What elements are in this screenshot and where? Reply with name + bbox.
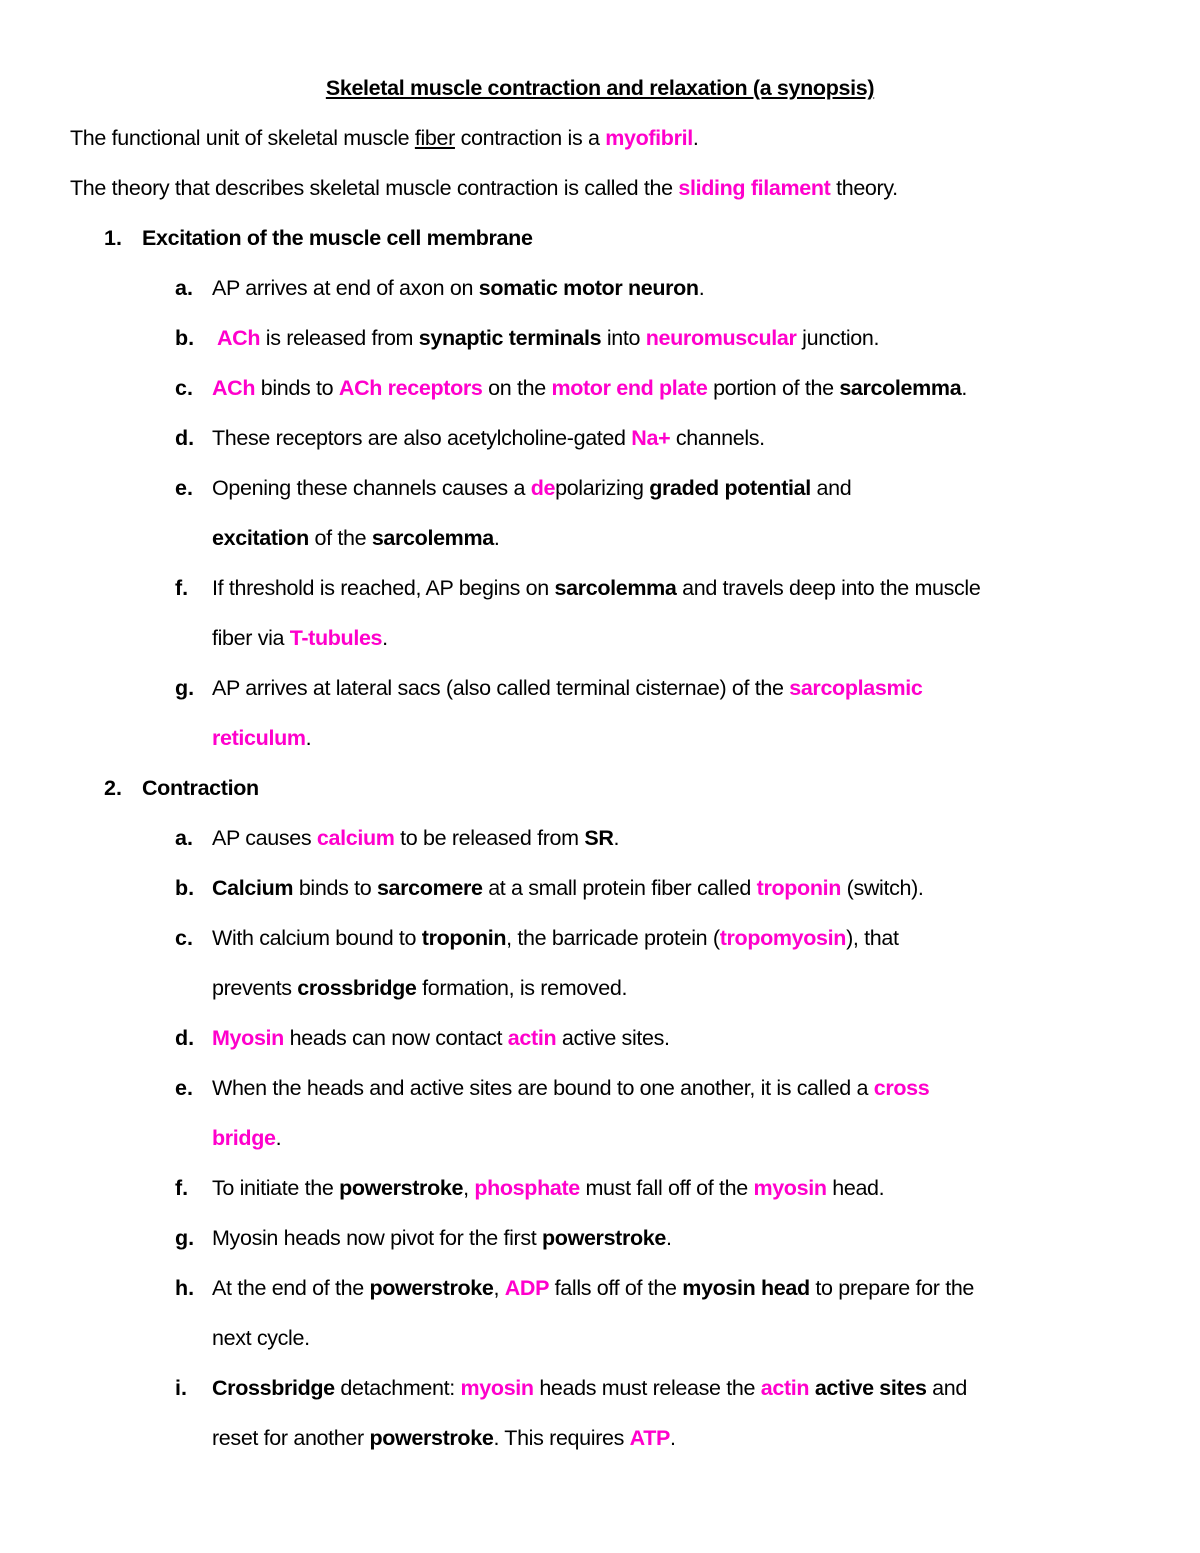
list-item: [212, 1174, 884, 1202]
list-marker: i.: [175, 1376, 187, 1400]
list-item: [212, 274, 704, 302]
text-run: .: [698, 276, 705, 300]
text-run: is released from: [260, 326, 419, 350]
text-run: binds to: [255, 376, 339, 400]
section-heading-contraction: Contraction: [142, 776, 259, 800]
list-marker: d.: [175, 1026, 195, 1050]
bold-term: myosin head: [682, 1276, 810, 1300]
key-term: T-tubules: [289, 626, 383, 650]
text-run: theory.: [830, 176, 898, 200]
section-number: 2.: [104, 776, 122, 800]
text-run: , the barricade protein (: [506, 926, 720, 950]
list-item: [212, 574, 980, 602]
list-item: [212, 424, 765, 452]
bold-term: troponin: [421, 926, 507, 950]
list-marker: h.: [175, 1276, 195, 1300]
key-term: ACh receptors: [338, 376, 483, 400]
list-item: [212, 1374, 967, 1402]
text-run: With calcium bound to: [212, 926, 422, 950]
text-run: must fall off of the: [579, 1176, 754, 1200]
text-run: on the: [482, 376, 552, 400]
list-marker: c.: [175, 376, 193, 400]
text-run: detachment:: [334, 1376, 461, 1400]
bold-term: powerstroke: [369, 1276, 494, 1300]
list-marker: b.: [175, 876, 195, 900]
text-run: .: [613, 826, 620, 850]
list-item-continuation: [212, 1324, 310, 1352]
list-marker: e.: [175, 1076, 193, 1100]
key-term: ACh: [212, 376, 256, 400]
list-marker: g.: [175, 1226, 195, 1250]
bold-term: SR: [584, 826, 614, 850]
key-term: de: [530, 476, 556, 500]
key-term: myofibril: [605, 126, 693, 150]
list-marker: f.: [175, 576, 189, 600]
key-term: myosin: [460, 1376, 534, 1400]
key-term: actin: [507, 1026, 557, 1050]
key-term: ATP: [629, 1426, 670, 1450]
key-term: calcium: [316, 826, 395, 850]
key-term: cross: [873, 1076, 930, 1100]
text-run: ,: [463, 1176, 475, 1200]
bold-term: active sites: [814, 1376, 927, 1400]
text-run: AP causes: [212, 826, 317, 850]
text-run: To initiate the: [212, 1176, 340, 1200]
bold-term: sarcolemma: [554, 576, 677, 600]
text-run: head.: [826, 1176, 885, 1200]
text-run: If threshold is reached, AP begins on: [212, 576, 555, 600]
text-run: to be released from: [394, 826, 585, 850]
key-term: bridge: [212, 1126, 276, 1150]
section-number: 1.: [104, 226, 122, 250]
key-term: reticulum: [212, 726, 306, 750]
text-run: and travels deep into the muscle: [676, 576, 981, 600]
text-run: and: [810, 476, 852, 500]
list-marker: a.: [175, 826, 193, 850]
text-run: at a small protein fiber called: [482, 876, 757, 900]
text-run-underlined: fiber: [414, 126, 455, 150]
text-run: contraction is a: [454, 126, 606, 150]
section-heading-excitation: Excitation of the muscle cell membrane: [142, 226, 533, 250]
text-run: channels.: [670, 426, 765, 450]
text-run: .: [382, 626, 388, 650]
text-run: AP arrives at lateral sacs (also called terminal cisternae) of the: [212, 676, 790, 700]
bold-term: crossbridge: [297, 976, 417, 1000]
bold-term: powerstroke: [542, 1226, 667, 1250]
text-run: polarizing: [555, 476, 650, 500]
list-item-continuation: [212, 1124, 281, 1152]
key-term: actin: [760, 1376, 810, 1400]
bold-term: sarcomere: [376, 876, 483, 900]
list-marker: e.: [175, 476, 193, 500]
key-term: phosphate: [474, 1176, 580, 1200]
text-run: junction.: [796, 326, 880, 350]
list-item: [212, 374, 967, 402]
bold-term: graded potential: [649, 476, 811, 500]
list-item-continuation: [212, 724, 311, 752]
intro-paragraph-functional-unit: [70, 124, 698, 152]
list-item-continuation: [212, 974, 627, 1002]
key-term: motor end plate: [551, 376, 708, 400]
list-item: [212, 674, 922, 702]
text-run: next cycle.: [212, 1326, 310, 1350]
bold-term: Crossbridge: [212, 1376, 335, 1400]
key-term: sliding filament: [678, 176, 831, 200]
list-item: [212, 824, 619, 852]
key-term: Myosin: [212, 1026, 284, 1050]
text-run: formation, is removed.: [416, 976, 628, 1000]
text-run: reset for another: [212, 1426, 370, 1450]
text-run: prevents: [212, 976, 298, 1000]
list-item-continuation: [212, 524, 499, 552]
text-run: .: [493, 526, 500, 550]
text-run: When the heads and active sites are bound to one another, it is called a: [212, 1076, 874, 1100]
key-term: troponin: [756, 876, 842, 900]
intro-paragraph-theory: [70, 174, 898, 202]
text-run: ), that: [846, 926, 899, 950]
text-run: into: [601, 326, 646, 350]
text-run: to prepare for the: [809, 1276, 975, 1300]
text-run: falls off of the: [549, 1276, 683, 1300]
text-run: .: [961, 376, 967, 400]
text-run: of the: [308, 526, 372, 550]
list-item: [212, 1274, 974, 1302]
bold-term: somatic motor neuron: [478, 276, 699, 300]
bold-term: synaptic terminals: [418, 326, 602, 350]
list-item-continuation: [212, 624, 388, 652]
text-run: and: [926, 1376, 968, 1400]
key-term: tropomyosin: [719, 926, 847, 950]
list-item: [212, 874, 924, 902]
list-marker: b.: [175, 326, 195, 350]
text-run: (switch).: [841, 876, 924, 900]
key-term: ACh: [217, 326, 261, 350]
list-item: [212, 1224, 672, 1252]
text-run: binds to: [293, 876, 377, 900]
key-term: sarcoplasmic: [789, 676, 923, 700]
bold-term: sarcolemma: [371, 526, 494, 550]
text-run: The functional unit of skeletal muscle: [70, 126, 415, 150]
bold-term: Calcium: [212, 876, 294, 900]
text-run: fiber via: [212, 626, 290, 650]
text-run: .: [692, 126, 699, 150]
list-marker: f.: [175, 1176, 189, 1200]
bold-term: powerstroke: [369, 1426, 494, 1450]
text-run: . This requires: [493, 1426, 630, 1450]
text-run: .: [666, 1226, 672, 1250]
text-run: Myosin heads now pivot for the first: [212, 1226, 543, 1250]
list-item: [212, 1024, 670, 1052]
bold-term: powerstroke: [339, 1176, 464, 1200]
text-run: At the end of the: [212, 1276, 370, 1300]
key-term: myosin: [753, 1176, 827, 1200]
text-run: Opening these channels causes a: [212, 476, 531, 500]
list-marker: g.: [175, 676, 195, 700]
list-item: [212, 474, 851, 502]
key-term: Na+: [631, 426, 671, 450]
key-term: ADP: [504, 1276, 550, 1300]
list-marker: a.: [175, 276, 193, 300]
page-title: Skeletal muscle contraction and relaxation (a synopsis): [325, 76, 875, 100]
text-run: The theory that describes skeletal muscle contraction is called the: [70, 176, 679, 200]
bold-term: excitation: [212, 526, 309, 550]
text-run: active sites.: [556, 1026, 670, 1050]
text-run: .: [670, 1426, 676, 1450]
text-run: .: [305, 726, 312, 750]
key-term: neuromuscular: [645, 326, 797, 350]
text-run: AP arrives at end of axon on: [212, 276, 479, 300]
list-item-continuation: [212, 1424, 676, 1452]
list-item: [212, 924, 899, 952]
list-marker: c.: [175, 926, 193, 950]
bold-term: sarcolemma: [839, 376, 962, 400]
list-item: [212, 1074, 929, 1102]
text-run: .: [275, 1126, 282, 1150]
text-run: ,: [493, 1276, 505, 1300]
text-run: These receptors are also acetylcholine-gated: [212, 426, 632, 450]
text-run: heads can now contact: [283, 1026, 508, 1050]
list-item: [217, 324, 879, 352]
list-marker: d.: [175, 426, 195, 450]
text-run: heads must release the: [533, 1376, 761, 1400]
text-run: portion of the: [707, 376, 840, 400]
